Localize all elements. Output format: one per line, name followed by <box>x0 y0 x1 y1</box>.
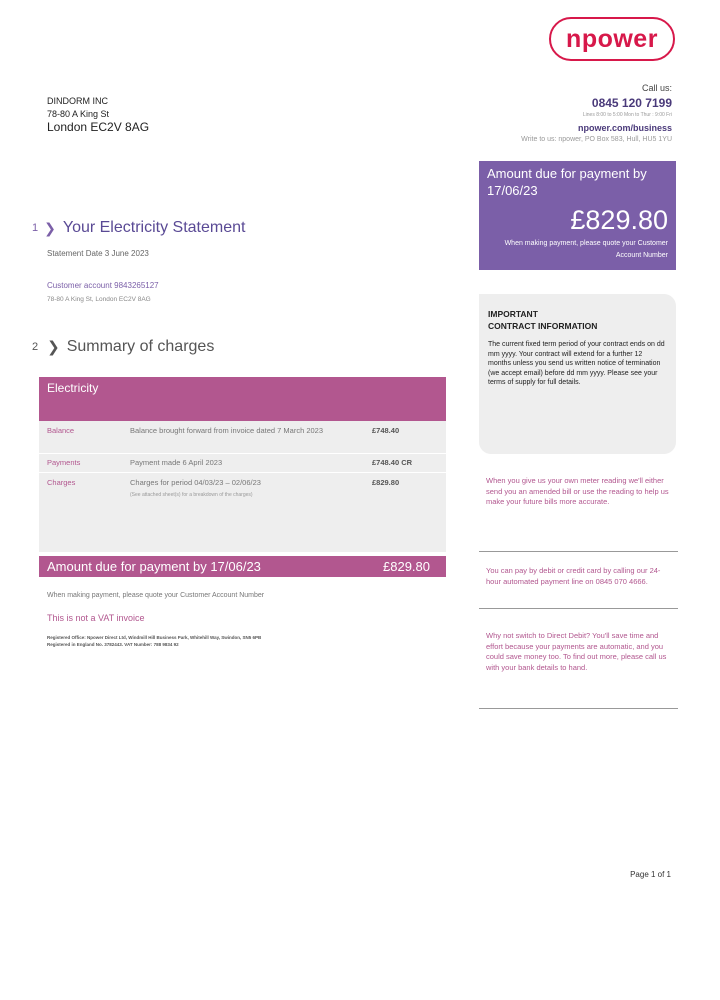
row-label: Payments <box>47 458 81 467</box>
registered-office <box>47 634 261 648</box>
registered-line-1: Registered Office: Npower Direct Ltd, Windmill Hill Business Park, Whitehill Way, Swindon, SN5 6PB <box>47 635 262 640</box>
customer-account: Customer account 9843265127 <box>47 281 159 290</box>
row-divider <box>39 453 446 454</box>
call-us-label: Call us: <box>641 83 672 93</box>
chevron-right-icon: ❯ <box>44 219 56 236</box>
section-summary-of-charges <box>32 338 214 356</box>
important-title: IMPORTANT <box>488 309 538 319</box>
total-due-label: Amount due for payment by 17/06/23 <box>47 559 261 574</box>
postal-address: Write to us: npower, PO Box 583, Hull, HU5 1YU <box>521 136 672 143</box>
electricity-header: Electricity <box>39 377 446 421</box>
total-due-bar <box>39 556 446 577</box>
phone-number[interactable]: 0845 120 7199 <box>591 96 672 110</box>
customer-city: London EC2V 8AG <box>47 120 150 134</box>
opening-hours: Lines 8:00 to 5:00 Mon to Thur : 9:00 Fri <box>582 112 672 118</box>
vat-note: This is not a VAT invoice <box>47 613 145 623</box>
row-value: £748.40 CR <box>372 458 413 467</box>
row-label: Charges <box>47 478 76 487</box>
website-link[interactable]: npower.com/business <box>577 123 672 133</box>
amount-due-label: Amount due for payment by 17/06/23 <box>487 166 647 198</box>
total-due-value: £829.80 <box>383 559 430 574</box>
row-label: Balance <box>47 426 75 435</box>
row-description: Payment made 6 April 2023 <box>130 458 223 467</box>
card-payment-info: You can pay by debit or credit card by calling our 24-hour automated payment line on 0845 070 4666. <box>486 566 661 586</box>
important-contract-info <box>479 294 676 454</box>
npower-logo: npower <box>549 17 675 61</box>
meter-reading-info: When you give us your own meter reading we'll either send you an amended bill or use the reading to help us make your future bills more accurate. <box>486 476 669 506</box>
section-title: Summary of charges <box>66 338 215 355</box>
amount-due-note: When making payment, please quote your Customer Account Number <box>504 240 668 259</box>
statement-date: Statement Date 3 June 2023 <box>47 249 149 258</box>
customer-address <box>47 95 149 134</box>
row-description <box>130 478 330 500</box>
contact-block <box>521 83 672 143</box>
charges-period: Charges for period 04/03/23 – 02/06/23 <box>130 478 261 487</box>
important-subtitle: CONTRACT INFORMATION <box>488 321 598 331</box>
row-value: £829.80 <box>372 478 400 487</box>
important-body: The current fixed term period of your contract ends on dd mm yyyy. Your contract will extend for a further 12 months unless you send us written notice of termination (we accept email) before dd mm yyyy. Please see your terms of supply for full details. <box>488 341 665 386</box>
breakdown-note: (See attached sheet(s) for a breakdown of the charges) <box>130 492 253 498</box>
customer-street: 78-80 A King St <box>47 109 110 119</box>
account-address: 78-80 A King St, London EC2V 8AG <box>47 296 151 303</box>
quote-account-note: When making payment, please quote your Customer Account Number <box>47 592 265 599</box>
customer-name: DINDORM INC <box>47 96 108 106</box>
amount-due-box <box>479 161 676 270</box>
row-value: £748.40 <box>372 426 400 435</box>
registered-line-2: Registered in England No. 3782443. VAT Number: 788 9834 92 <box>47 642 179 647</box>
direct-debit-info: Why not switch to Direct Debit? You'll save time and effort because your payments are automatic, and you could save money too. To find out more, please call us with your bank details to hand. <box>486 631 667 672</box>
row-description: Balance brought forward from invoice dated 7 March 2023 <box>130 426 324 435</box>
section-title: Your Electricity Statement <box>62 219 246 236</box>
divider <box>479 608 678 609</box>
section-number: 1 <box>32 222 39 234</box>
chevron-right-icon: ❯ <box>47 339 60 356</box>
section-electricity-statement <box>32 219 245 237</box>
amount-due-value: £829.80 <box>570 205 668 235</box>
section-number: 2 <box>32 341 39 353</box>
page-number: Page 1 of 1 <box>630 870 671 879</box>
row-divider <box>39 472 446 473</box>
divider <box>479 551 678 552</box>
divider <box>479 708 678 709</box>
